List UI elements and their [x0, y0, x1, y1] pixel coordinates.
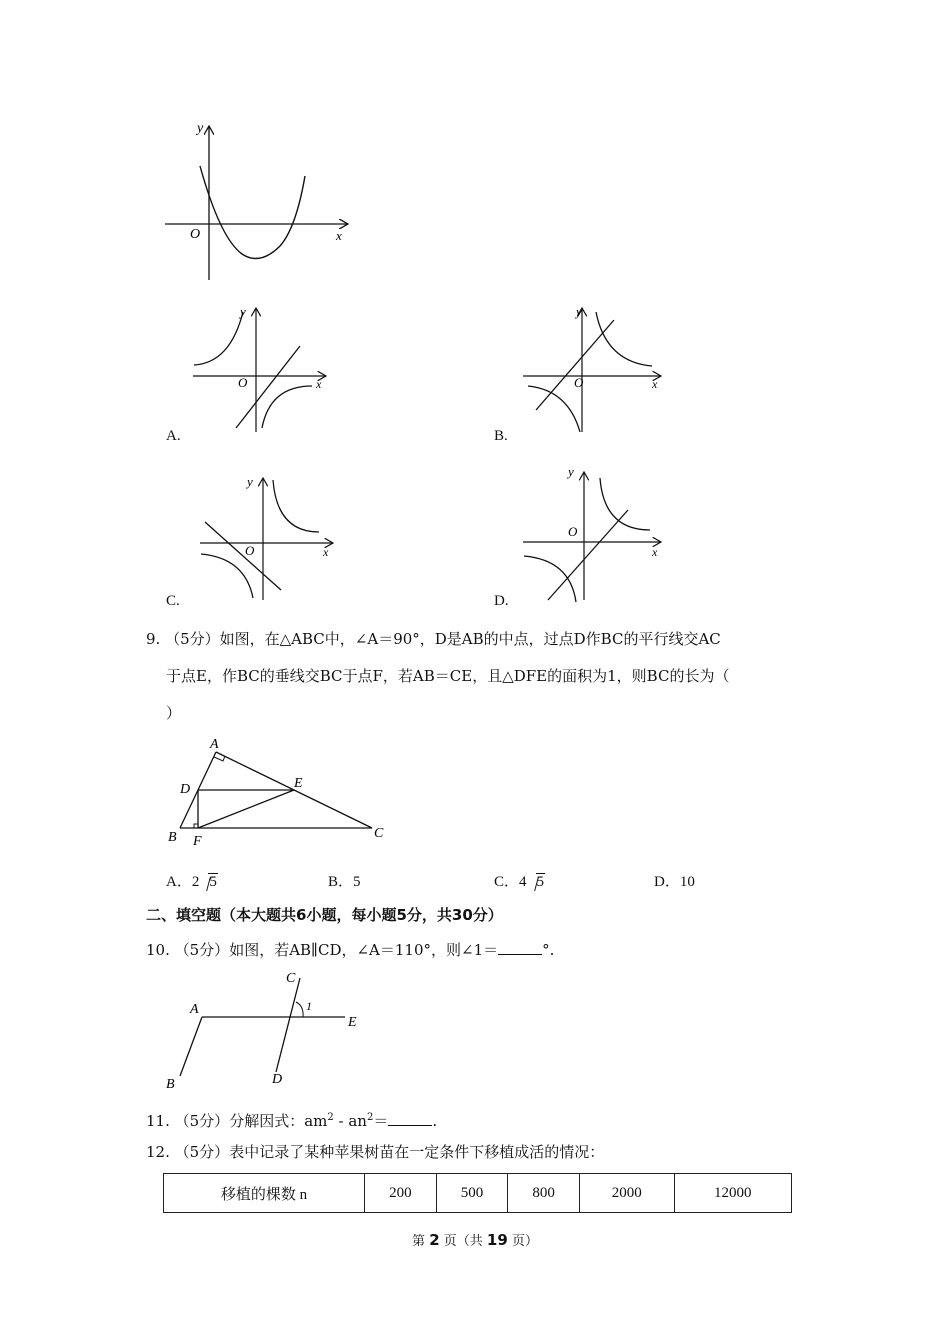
- q10-number: 10.: [146, 941, 170, 959]
- footer-pre: 第: [412, 1234, 426, 1249]
- q10-label-c: C: [286, 971, 296, 986]
- q9-option-c-label: C．: [494, 874, 520, 890]
- table-cell: 200: [365, 1174, 437, 1213]
- option-a-graph: [188, 300, 333, 435]
- q10-answer-blank: [498, 940, 542, 955]
- q9-option-a-label: A．: [166, 874, 192, 890]
- table-cell: 2000: [580, 1174, 675, 1213]
- q9-option-b-label: B．: [328, 874, 354, 890]
- q9-option-a: [166, 870, 218, 891]
- q11-mid: - an: [333, 1112, 367, 1130]
- table-cell: 800: [508, 1174, 580, 1213]
- q10-label-e: E: [348, 1015, 357, 1030]
- q11-text: 分解因式：am: [229, 1112, 328, 1130]
- q10-line: [146, 940, 554, 960]
- page-footer: [0, 1230, 950, 1249]
- option-c-graph: [195, 470, 340, 605]
- q11-sup2: 2: [366, 1112, 374, 1123]
- q9-option-c-radicand: 5: [536, 874, 545, 890]
- q12-score: （5分）: [174, 1143, 230, 1161]
- q12-text: 表中记录了某种苹果树苗在一定条件下移植成活的情况：: [229, 1143, 605, 1161]
- footer-page-number: 2: [429, 1231, 440, 1249]
- c-y-label: y: [247, 474, 253, 489]
- q9-line1: [146, 629, 721, 649]
- q11-answer-blank: [388, 1111, 432, 1126]
- q11-number: 11.: [146, 1112, 170, 1130]
- sqrt-symbol: [527, 874, 546, 891]
- a-y-label: y: [240, 304, 246, 319]
- b-y-label: y: [576, 304, 582, 319]
- q9-score: （5分）: [165, 630, 220, 648]
- footer-post: 页）: [511, 1234, 538, 1249]
- q9-label-d: D: [180, 782, 191, 797]
- q11-line: [146, 1108, 437, 1131]
- section-2-heading: 二、填空题（本大题共6小题，每小题5分，共30分）: [146, 906, 503, 924]
- a-origin-label: O: [238, 375, 248, 390]
- q10-angle-1: 1: [306, 999, 312, 1013]
- option-a-label: A.: [166, 428, 181, 444]
- option-b-graph: [518, 300, 668, 435]
- q10-score: （5分）: [174, 941, 230, 959]
- main-x-label: x: [336, 228, 342, 243]
- q9-triangle-figure: [160, 735, 400, 850]
- q10-label-b: B: [166, 1077, 175, 1091]
- footer-total-pages: 19: [486, 1231, 508, 1249]
- option-d-graph: [518, 460, 668, 605]
- d-x-label: x: [652, 545, 658, 559]
- c-x-label: x: [323, 545, 329, 559]
- q10-text-end: °.: [542, 941, 555, 959]
- main-y-label: y: [197, 121, 204, 136]
- q11-eq: ＝: [373, 1112, 389, 1130]
- table-cell: 12000: [674, 1174, 791, 1213]
- q9-option-b: [328, 870, 361, 891]
- q9-option-d-label: D．: [654, 874, 680, 890]
- q9-line2: 于点E，作BC的垂线交BC于点F，若AB＝CE，且△DFE的面积为1，则BC的长为（: [166, 667, 730, 685]
- q12-line: [146, 1142, 604, 1162]
- footer-mid: 页（共: [443, 1234, 483, 1249]
- q9-option-c-coef: 4: [519, 874, 527, 890]
- sqrt-symbol: [199, 874, 218, 891]
- q9-option-a-radicand: 5: [209, 874, 217, 890]
- option-b-label: B.: [494, 428, 508, 444]
- main-origin-label: O: [190, 227, 201, 242]
- q11-sup1: 2: [327, 1112, 334, 1123]
- option-d-label: D.: [494, 593, 509, 609]
- q9-option-c: [494, 870, 545, 891]
- b-origin-label: O: [574, 375, 584, 390]
- a-x-label: x: [316, 377, 322, 391]
- c-origin-label: O: [245, 543, 255, 558]
- q9-number: 9.: [146, 630, 161, 648]
- q12-number: 12.: [146, 1143, 170, 1161]
- d-origin-label: O: [568, 524, 578, 539]
- q9-text1: 如图，在△ABC中，∠A＝90°，D是AB的中点，过点D作BC的平行线交AC: [219, 630, 721, 648]
- q11-score: （5分）: [174, 1112, 230, 1130]
- d-y-label: y: [568, 464, 574, 479]
- q9-label-b: B: [168, 830, 177, 845]
- q10-text: 如图，若AB∥CD，∠A＝110°，则∠1＝: [229, 941, 499, 959]
- q10-label-a: A: [190, 1002, 199, 1017]
- q9-option-b-value: 5: [353, 874, 361, 890]
- option-c-label: C.: [166, 593, 180, 609]
- q10-parallel-figure: [160, 966, 370, 1091]
- q9-label-e: E: [294, 776, 303, 791]
- q9-label-f: F: [193, 834, 202, 849]
- q9-label-c: C: [374, 826, 384, 841]
- q9-line3: ）: [166, 704, 182, 722]
- q9-option-a-coef: 2: [191, 874, 200, 890]
- table-cell: 500: [436, 1174, 508, 1213]
- b-x-label: x: [652, 377, 658, 391]
- parabola-graph: [160, 118, 360, 283]
- table-header-cell: 移植的棵数 n: [164, 1174, 365, 1213]
- q9-label-a: A: [210, 737, 219, 752]
- q11-end: .: [432, 1112, 438, 1130]
- table-row: [164, 1174, 792, 1213]
- q12-table: [163, 1173, 792, 1213]
- q9-option-d-value: 10: [679, 874, 695, 890]
- q9-option-d: [654, 870, 695, 891]
- q10-label-d: D: [272, 1072, 283, 1087]
